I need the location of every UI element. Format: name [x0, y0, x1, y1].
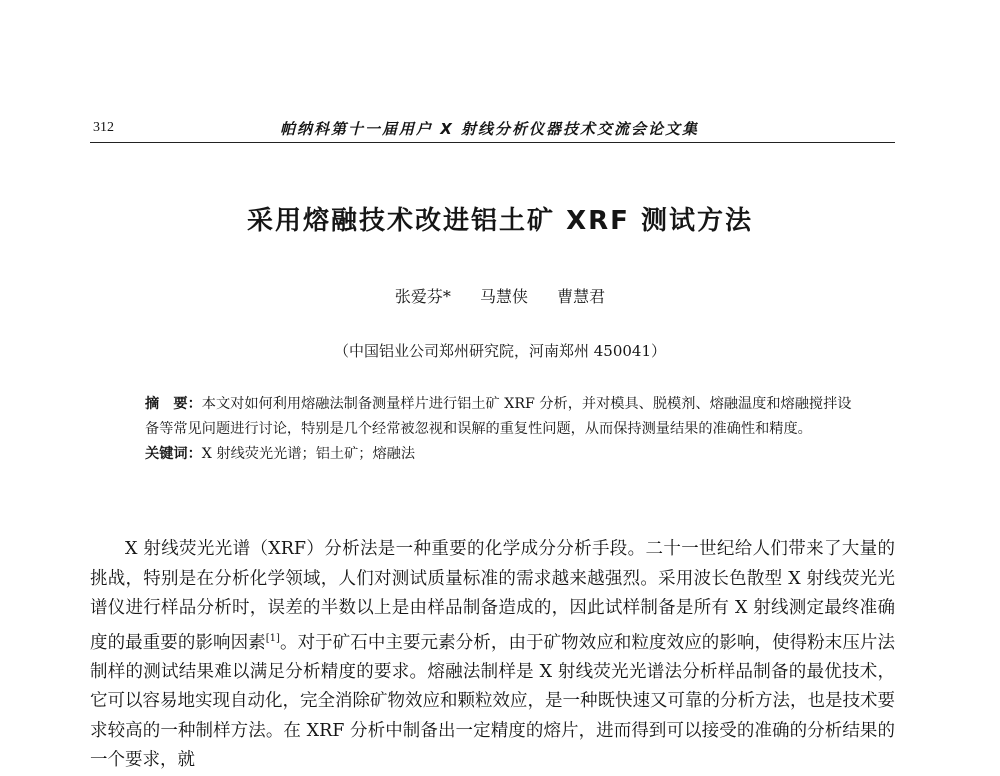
keywords-label: 关键词：: [145, 446, 202, 462]
body-text: [90, 535, 895, 776]
paper-title: 采用熔融技术改进铝土矿 XRF 测试方法: [247, 206, 753, 236]
abstract-text: 本文对如何利用熔融法制备测量样片进行铝土矿 XRF 分析，并对模具、脱模剂、熔融温度和熔融搅拌设备等常见问题进行讨论，特别是几个经常被忽视和误解的重复性问题，从而保持测量结果的准确性和精度。: [145, 396, 852, 437]
page-number: 312: [93, 120, 114, 135]
author-3: 曹慧君: [557, 287, 606, 306]
body-text-part1: X 射线荧光光谱（XRF）分析法是一种重要的化学成分分析手段。二十一世纪给人们带来了大量的挑战，特别是在分析化学领域，人们对测试质量标准的需求越来越强烈。采用波长色散型 X 射线荧光光谱仪进行样品分析时，误差的半数以上是由样品制备造成的，因此试样制备是所有 X 射线测定最终准确度的最重要的影响因素: [90, 539, 895, 653]
abstract-label: 摘 要：: [145, 396, 202, 412]
keywords-paragraph: [145, 442, 855, 467]
citation-ref: [1]: [265, 632, 280, 644]
author-1: 张爱芬*: [394, 287, 451, 306]
abstract-paragraph: [145, 392, 855, 442]
author-2: 马慧侠: [479, 287, 528, 306]
journal-title: 帕纳科第十一届用户 X 射线分析仪器技术交流会论文集: [280, 120, 700, 138]
abstract-section: [145, 392, 855, 467]
keywords-text: X 射线荧光光谱；铝土矿；熔融法: [201, 446, 416, 462]
author-list: [0, 284, 1000, 307]
body-paragraph: [90, 535, 895, 776]
body-text-part2: 。对于矿石中主要元素分析，由于矿物效应和粒度效应的影响，使得粉末压片法制样的测试结果难以满足分析精度的要求。熔融法制样是 X 射线荧光光谱法分析样品制备的最优技术，它可以容易地实现自动化，完全消除矿物效应和颗粒效应，是一种既快速又可靠的分析方法，也是技术要求较高的一种制样方法。在 XRF 分析中制备出一定精度的熔片，进而得到可以接受的准确的分析结果的一个要求，就: [90, 632, 896, 771]
affiliation: （中国铝业公司郑州研究院，河南郑州 450041）: [333, 342, 667, 360]
running-header: [90, 112, 895, 143]
